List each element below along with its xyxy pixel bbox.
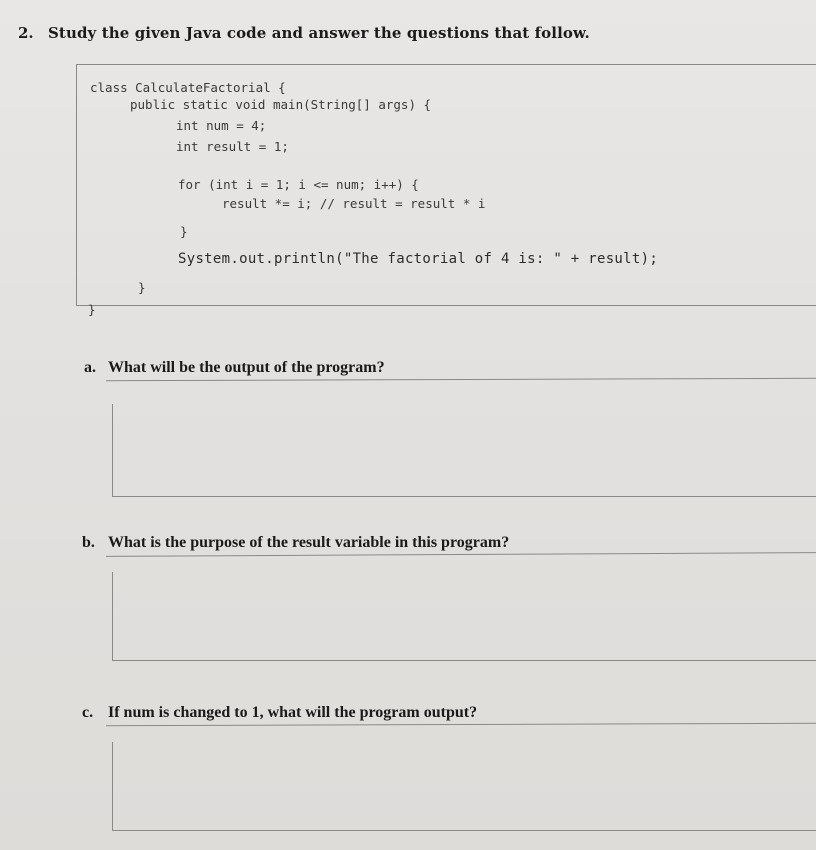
subquestion-b-label: b. (82, 534, 95, 551)
subquestion-c-label: c. (82, 704, 94, 721)
subquestion-a-label: a. (84, 359, 96, 376)
code-line-result: int result = 1; (176, 139, 289, 154)
code-line-close-class: } (88, 302, 96, 317)
answer-b-top-line (106, 552, 816, 557)
question-intro: Study the given Java code and answer the questions that follow. (48, 24, 590, 42)
answer-c-box[interactable] (112, 742, 816, 831)
code-line-close-main: } (138, 280, 146, 295)
answer-a-box[interactable] (112, 404, 816, 497)
subquestion-b-text: What is the purpose of the result variable in this program? (108, 534, 510, 551)
code-line-for: for (int i = 1; i <= num; i++) { (178, 177, 419, 192)
code-line-println: System.out.println("The factorial of 4 is: " + result); (178, 251, 659, 267)
answer-b-box[interactable] (112, 572, 816, 661)
code-line-close-for: } (180, 224, 188, 239)
question-number: 2. (18, 24, 34, 42)
answer-c-top-line (106, 723, 816, 727)
subquestion-a-text: What will be the output of the program? (108, 359, 385, 376)
code-line-main: public static void main(String[] args) { (130, 97, 432, 112)
code-line-class: class CalculateFactorial { (90, 80, 286, 95)
subquestion-c-text: If num is changed to 1, what will the program output? (108, 704, 478, 721)
answer-a-top-line (106, 378, 816, 382)
code-line-multiply: result *= i; // result = result * i (222, 196, 486, 211)
code-line-num: int num = 4; (176, 118, 267, 133)
